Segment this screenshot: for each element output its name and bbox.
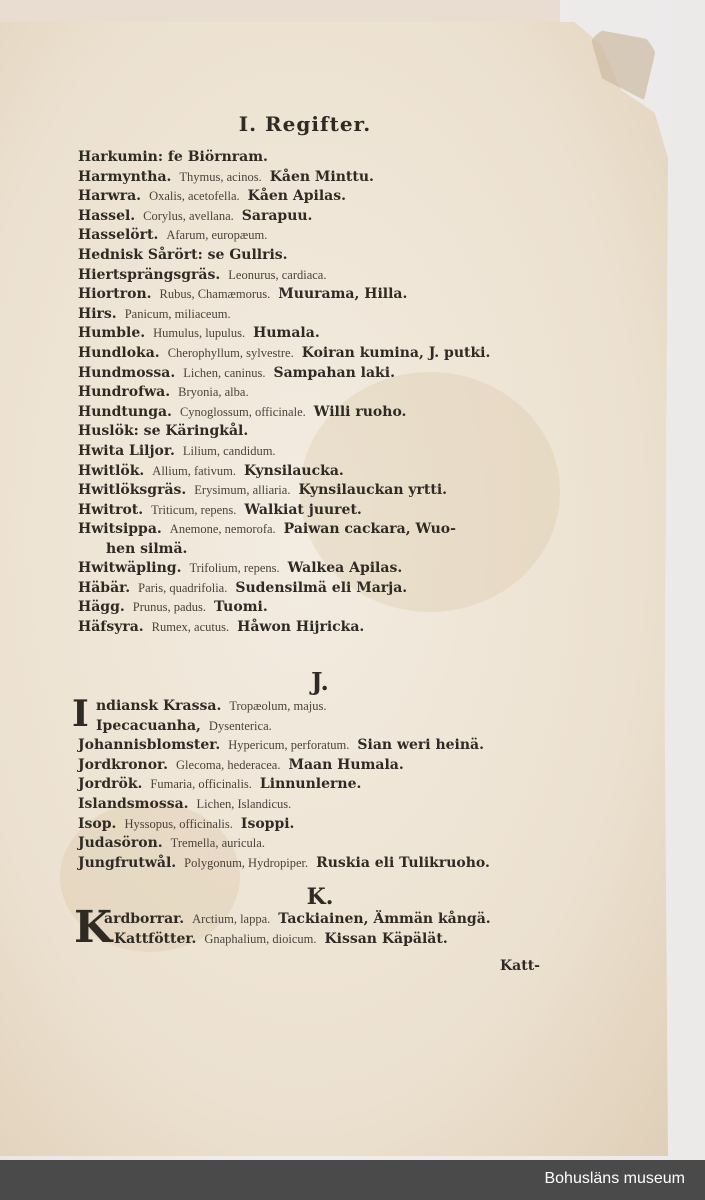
- finnish-name: Willi ruoho.: [313, 403, 407, 420]
- drop-cap-k: K: [74, 902, 113, 953]
- register-entry: [78, 442, 558, 462]
- register-entry: [78, 717, 558, 737]
- finnish-name-continued: hen silmä.: [106, 540, 188, 557]
- latin-name: Lichen, caninus.: [183, 365, 266, 380]
- latin-name: Cynoglossum, officinale.: [179, 404, 306, 419]
- finnish-name: Tuomi.: [214, 599, 268, 616]
- swedish-name: Hundtunga.: [78, 403, 172, 420]
- drop-cap-j: I: [72, 693, 89, 735]
- finnish-name: Kynsilaucka.: [243, 462, 344, 479]
- swedish-name: Häfsyra.: [78, 619, 144, 636]
- register-entry: [78, 403, 558, 423]
- register-entry: [78, 854, 558, 874]
- swedish-name: Hägg.: [78, 599, 125, 616]
- swedish-name: Hiortron.: [78, 286, 152, 303]
- latin-name: Tropæolum, majus.: [229, 699, 327, 713]
- latin-name: Hyssopus, officinalis.: [124, 816, 233, 831]
- finnish-name: Maan Humala.: [288, 756, 404, 773]
- finnish-name: Sampahan laki.: [273, 364, 395, 381]
- finnish-name: Walkea Apilas.: [287, 560, 403, 577]
- finnish-name: Isoppi.: [240, 815, 295, 832]
- finnish-name: Kåen Apilas.: [247, 188, 346, 205]
- latin-name: Lichen, Islandicus.: [196, 796, 292, 811]
- latin-name: Paris, quadrifolia.: [138, 580, 228, 595]
- register-entry: [78, 736, 558, 756]
- register-entry: [78, 834, 558, 854]
- latin-name: Trifolium, repens.: [189, 561, 280, 576]
- swedish-name: Jordkronor.: [78, 756, 169, 773]
- latin-name: Fumaria, officinalis.: [150, 777, 252, 792]
- swedish-name: Hednisk Sårört: se Gullris.: [78, 246, 288, 263]
- swedish-name: Hundmossa.: [78, 364, 176, 381]
- swedish-name: Hwita Liljor.: [78, 442, 175, 459]
- swedish-name: Kattfötter.: [114, 930, 197, 947]
- swedish-name: Hwitlök.: [78, 462, 145, 479]
- finnish-name: Linnunlerne.: [259, 776, 362, 793]
- register-entry: [78, 501, 558, 521]
- finnish-name: Koiran kumina, J. putki.: [301, 344, 491, 361]
- section-letter-j: J.: [311, 667, 329, 696]
- register-entry: [78, 285, 558, 305]
- latin-name: Rumex, acutus.: [151, 620, 230, 635]
- swedish-name: Hwitlöksgräs.: [78, 482, 187, 499]
- finnish-name: Håwon Hijricka.: [237, 619, 365, 636]
- section-letter-k: K.: [306, 884, 334, 910]
- page-title: I. Regifter.: [238, 112, 372, 136]
- finnish-name: Kissan Käpälät.: [324, 930, 448, 947]
- register-entry: [78, 775, 558, 795]
- catchword: Katt-: [500, 958, 540, 974]
- museum-credit: Bohusläns museum: [544, 1170, 685, 1187]
- register-section-h: [78, 148, 558, 638]
- latin-name: Anemone, nemorofa.: [169, 522, 276, 537]
- finnish-name: Tackiainen, Ämmän kångä.: [278, 911, 491, 927]
- register-entry: [78, 383, 558, 403]
- register-entry: [78, 148, 558, 168]
- latin-name: Triticum, repens.: [151, 502, 237, 517]
- swedish-name: Huslök: se Käringkål.: [78, 423, 249, 440]
- latin-name: Rubus, Chamæmorus.: [159, 287, 271, 302]
- latin-name: Leonurus, cardiaca.: [228, 267, 327, 282]
- swedish-name: ndiansk Krassa.: [96, 698, 222, 714]
- swedish-name: Hwitwäpling.: [78, 560, 182, 577]
- latin-name: Dysenterica.: [208, 718, 272, 733]
- register-entry: [78, 598, 558, 618]
- register-entry: [78, 697, 558, 717]
- latin-name: Tremella, auricula.: [170, 836, 265, 851]
- register-entry: [78, 226, 558, 246]
- register-entry: [78, 266, 558, 286]
- latin-name: Corylus, avellana.: [143, 208, 234, 223]
- latin-name: Panicum, miliaceum.: [124, 306, 231, 321]
- swedish-name: Harkumin: fe Biörnram.: [78, 149, 268, 165]
- finnish-name: Sarapuu.: [241, 207, 313, 224]
- register-entry: [78, 344, 558, 364]
- swedish-name: Hirs.: [78, 305, 117, 322]
- latin-name: Erysimum, alliaria.: [194, 483, 291, 498]
- latin-name: Allium, fativum.: [152, 463, 236, 478]
- register-section-j: [78, 697, 558, 873]
- register-entry: [78, 324, 558, 344]
- latin-name: Bryonia, alba.: [178, 385, 249, 400]
- register-entry: [78, 305, 558, 325]
- swedish-name: Johannisblomster.: [78, 737, 221, 754]
- register-entry: [78, 930, 558, 950]
- register-entry: [78, 422, 558, 442]
- register-entry: [78, 579, 558, 599]
- register-entry: [78, 246, 558, 266]
- swedish-name: Judasöron.: [78, 835, 163, 852]
- swedish-name: Hassel.: [78, 207, 136, 224]
- finnish-name: Sian weri heinä.: [357, 737, 484, 754]
- finnish-name: Muurama, Hilla.: [278, 286, 408, 303]
- swedish-name: Hwitrot.: [78, 501, 144, 518]
- latin-name: Hypericum, perforatum.: [228, 738, 350, 753]
- register-entry: [78, 559, 558, 579]
- latin-name: Lilium, candidum.: [182, 443, 276, 458]
- finnish-name: Paiwan cackara, Wuo-: [283, 521, 456, 538]
- swedish-name: Humble.: [78, 325, 146, 342]
- swedish-name: Hundloka.: [78, 344, 160, 361]
- latin-name: Polygonum, Hydropiper.: [184, 855, 309, 870]
- register-entry: [78, 618, 558, 638]
- latin-name: Gnaphalium, dioicum.: [204, 931, 317, 946]
- finnish-name: Humala.: [253, 325, 320, 342]
- swedish-name: Jungfrutwål.: [78, 854, 177, 871]
- register-entry: [78, 462, 558, 482]
- swedish-name: Harmyntha.: [78, 168, 172, 185]
- finnish-name: Kynsilauckan yrtti.: [298, 482, 448, 499]
- latin-name: Arctium, lappa.: [192, 912, 271, 926]
- register-entry: [78, 756, 558, 776]
- register-entry: [78, 910, 558, 930]
- swedish-name: ardborrar.: [104, 911, 185, 927]
- swedish-name: Hundrofwa.: [78, 384, 171, 401]
- register-entry: [78, 168, 558, 188]
- swedish-name: Ipecacuanha,: [96, 717, 201, 734]
- register-entry: [78, 520, 558, 559]
- latin-name: Glecoma, hederacea.: [176, 757, 281, 772]
- register-entry: [78, 187, 558, 207]
- latin-name: Humulus, lupulus.: [153, 326, 246, 341]
- finnish-name: Sudensilmä eli Marja.: [235, 579, 408, 596]
- swedish-name: Hiertsprängsgräs.: [78, 266, 221, 283]
- latin-name: Oxalis, acetofella.: [149, 189, 240, 204]
- register-entry: [78, 795, 558, 815]
- register-entry: [78, 815, 558, 835]
- swedish-name: Isop.: [78, 815, 117, 832]
- latin-name: Cherophyllum, sylvestre.: [167, 345, 294, 360]
- latin-name: Thymus, acinos.: [179, 169, 262, 184]
- swedish-name: Hwitsippa.: [78, 521, 162, 538]
- register-entry: [78, 481, 558, 501]
- swedish-name: Islandsmossa.: [78, 795, 189, 812]
- museum-footer-bar: [0, 1160, 705, 1200]
- register-entry: [78, 364, 558, 384]
- swedish-name: Hasselört.: [78, 227, 159, 244]
- finnish-name: Walkiat juuret.: [244, 501, 362, 518]
- finnish-name: Ruskia eli Tulikruoho.: [316, 854, 490, 871]
- latin-name: Afarum, europæum.: [166, 228, 268, 243]
- register-section-k: [78, 910, 558, 949]
- swedish-name: Häbär.: [78, 579, 131, 596]
- finnish-name: Kåen Minttu.: [269, 168, 374, 185]
- swedish-name: Harwra.: [78, 188, 142, 205]
- latin-name: Prunus, padus.: [132, 600, 207, 615]
- swedish-name: Jordrök.: [78, 776, 143, 793]
- register-entry: [78, 207, 558, 227]
